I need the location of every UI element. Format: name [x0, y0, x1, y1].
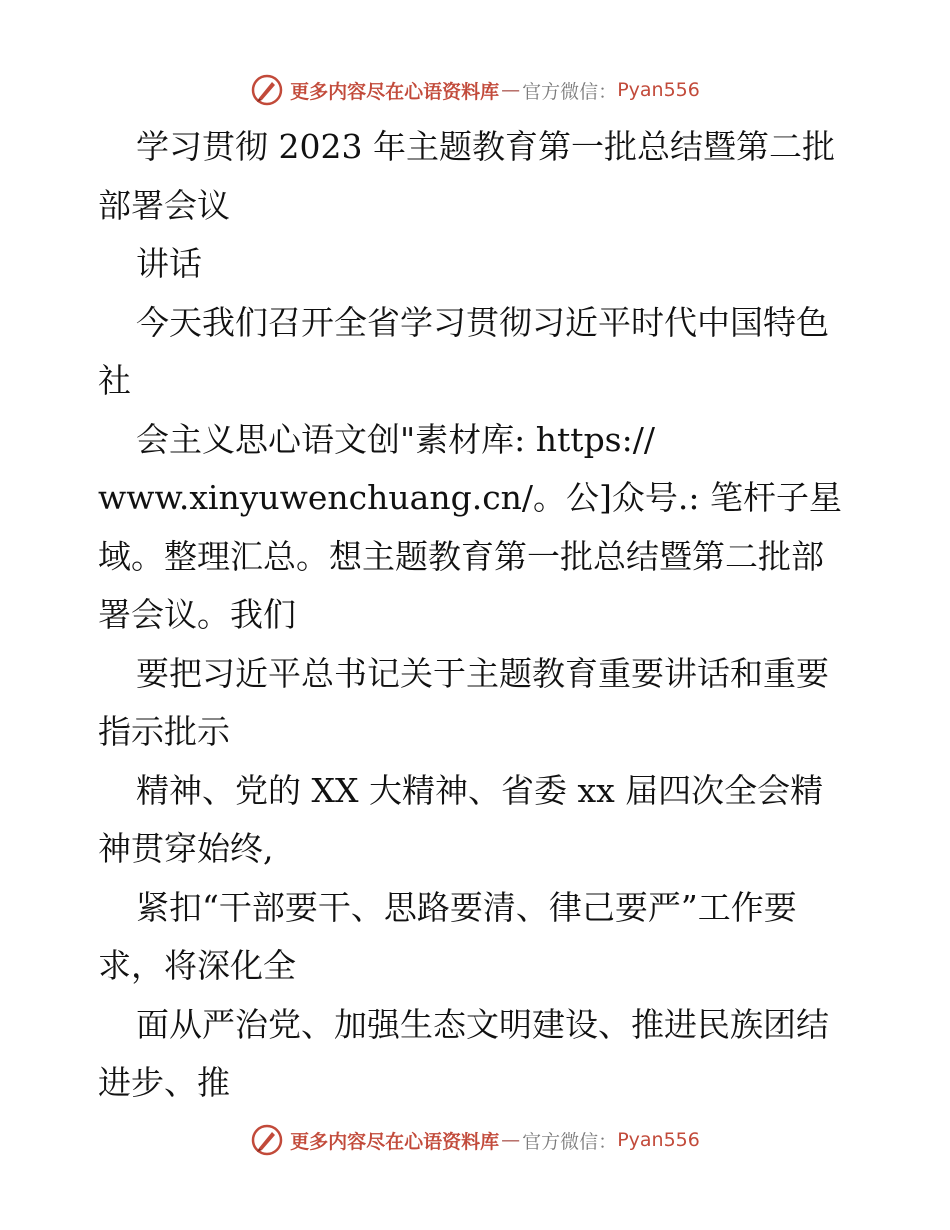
text-line: 会主义思心语文创"素材库: https://	[136, 419, 655, 459]
text-line: www.xinyuwenchuang.cn/。公]众号.: 笔杆子星	[98, 478, 843, 517]
text-line: 进步、推	[98, 1063, 230, 1102]
banner-wechat-label: 官方微信：	[522, 80, 618, 103]
header-watermark-banner	[0, 70, 950, 110]
document-body	[98, 118, 858, 1113]
quill-pen-logo-icon	[250, 73, 284, 107]
text-line: 求，将深化全	[98, 946, 296, 985]
banner-site-name: 更多内容尽在心语资料库	[290, 80, 500, 103]
text-line: 紧扣“干部要干、思路要清、律己要严”工作要	[136, 887, 797, 927]
banner-wechat-id: Pyan556	[617, 79, 700, 101]
text-line: 要把习近平总书记关于主题教育重要讲话和重要	[136, 653, 829, 693]
text-line: 部署会议	[98, 185, 230, 225]
footer-watermark-banner	[0, 1120, 950, 1160]
text-line: 面从严治党、加强生态文明建设、推进民族团结	[136, 1004, 829, 1044]
text-line: 神贯穿始终,	[98, 829, 274, 868]
text-line: 学习贯彻 2023 年主题教育第一批总结暨第二批	[136, 127, 835, 166]
text-line: 署会议。我们	[98, 595, 296, 634]
quill-pen-logo-icon	[250, 1123, 284, 1157]
banner-separator: —	[501, 1129, 521, 1151]
banner-site-name: 更多内容尽在心语资料库	[290, 1130, 500, 1153]
banner-separator: —	[501, 79, 521, 101]
banner-wechat-label: 官方微信：	[522, 1130, 618, 1153]
banner-wechat-id: Pyan556	[617, 1129, 700, 1151]
text-line: 今天我们召开全省学习贯彻习近平时代中国特色	[136, 302, 829, 342]
text-line: 讲话	[136, 244, 202, 283]
text-line: 社	[98, 361, 131, 400]
text-line: 精神、党的 XX 大精神、省委 xx 届四次全会精	[136, 770, 824, 810]
text-line: 域。整理汇总。想主题教育第一批总结暨第二批部	[98, 536, 824, 576]
text-line: 指示批示	[98, 712, 230, 751]
